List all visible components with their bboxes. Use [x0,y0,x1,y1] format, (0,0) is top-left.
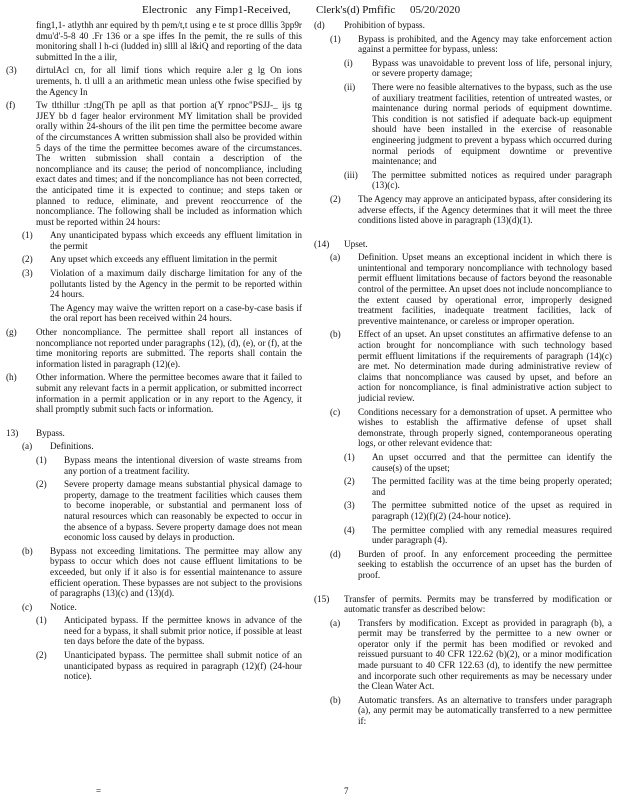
paragraph-number: (iii) [344,169,358,180]
paragraph-text: The Agency may waive the written report on a case-by-case basis if the oral report has been received within 24 hours. [50,302,302,324]
paragraph-text: Upset. [344,238,368,249]
paragraph [6,303,302,324]
paragraph [6,268,302,300]
paragraph-number: (ii) [344,81,356,92]
paragraph-text: Anticipated bypass. If the permittee knows in advance of the need for a bypass, it shall submit prior notice, if possible at least ten days before the date of the bypass. [64,615,302,647]
paragraph-text: Any upset which exceeds any effluent limitation in the permit [50,254,278,265]
paragraph-text: Other noncompliance. The permittee shall report all instances of noncompliance not reported under paragraphs (12), (d), (e), or (f), at the time monitoring reports are submitted. The reports shall contain the information listed in paragraph (12)(e). [36,327,302,369]
paragraph-number: (15) [314,593,330,604]
paragraph-text: Transfer of permits. Permits may be transferred by modification or automatic transfer as described below: [344,593,612,615]
paragraph-text: The Agency may approve an anticipated bypass, after considering its adverse effects, if the Agency determines that it will meet the three conditions listed above in paragraph (13)(d)(1). [358,193,612,226]
paragraph [6,65,302,97]
paragraph-number: (f) [6,100,16,111]
paragraph-text: Transfers by modification. Except as provided in paragraph (b), a permit may be transferred by the permittee to a new owner or operator only if the permit has been modified or revoked and reissued pursuant to 40 CFR 122.62 (b)(2), or a minor modification made pursuant to 40 CFR 122.63 (d), to identify the new permittee and incorporate such other requirements as may be necessary under the Clean Water Act. [358,617,612,692]
footer-left-mark: = [96,786,102,796]
paragraph-number: (b) [22,545,33,556]
paragraph-text: Severe property damage means substantial physical damage to property, damage to the treatment facilities which causes them to become inoperable, or substantial and permanent loss of natural resources which can reasonably be expected to occur in the absence of a bypass. Severe property damage does not mean economic loss caused by delays in production. [64,479,302,543]
paragraph-text: The permitted facility was at the time being properly operated; and [372,476,612,497]
paragraph-text: Prohibition of bypass. [344,20,425,30]
paragraph [6,372,302,414]
paragraph [6,254,302,265]
paragraph-text: Tw tlthillur :tJng(Th pe apll as that portion a(Y rpnoc"PSJJ-_ ijs tg JJEY bb d fager healor ervironment MY limitation shall be provided orally within 24-shours of the ilit pen time the permittee become aware of the circumstances A written submission shall also be provided within 5 days of the time the permittee becomes aware of the circumstances. The written submission shall contain a description of the noncompliance and its cause; the period of noncompliance, including exact dates and times; and if the noncompliance has not been corrected, the anticipated time it is expected to continue; and steps taken or planned to reduce, eliminate, and prevent reoccurrence of the noncompliance. The following shall be included as information which must be reported within 24 hours: [36,100,302,227]
paragraph [314,34,612,55]
paragraph-text: The permittee submitted notice of the upset as required in paragraph (12)(f)(2) (24-hour notice). [372,500,612,521]
paragraph [6,479,302,543]
paragraph [314,452,612,473]
paragraph-text: dirtulAcl cn, for all limif tions which require a.ler g lg On ions urements, h. tl ulll a an arithmetic mean unless othe fwise specified by the Agency In [36,65,302,97]
paragraph [314,194,612,226]
paragraph-number: (2) [330,193,341,204]
paragraph [6,650,302,682]
paragraph [314,525,612,546]
paragraph [6,327,302,369]
paragraph-text: Burden of proof. In any enforcement proceeding the permittee seeking to establish the occurrence of an upset has the burden of proof. [358,548,612,580]
paragraph-number: (g) [6,327,17,338]
paragraph-text: Any unanticipated bypass which exceeds any effluent limitation in the permit [50,230,302,251]
paragraph-number: (b) [330,329,341,340]
paragraph-text: There were no feasible alternatives to the bypass, such as the use of auxiliary treatment facilities, retention of untreated wastes, or maintenance during normal periods of equipment downtime. This condition is not satisfied if adequate back-up equipment should have been installed in the exercise of reasonable engineering judgment to prevent a bypass which occurred during normal periods of equipment downtime or preventive maintenance; and [372,81,612,167]
paragraph-number: (1) [344,451,355,462]
right-column [314,20,612,730]
paragraph-text: Bypass means the intentional diversion of waste streams from any portion of a treatment facility. [64,454,302,476]
paragraph-text: Definition. Upset means an exceptional incident in which there is unintentional and temporary noncompliance with technology based permit effluent limitations because of factors beyond the reasonable control of the permittee. An upset does not include noncompliance to the extent caused by operational error, improperly designed treatment facilities, inadequate treatment facilities, lack of preventive maintenance, or careless or improper operation. [358,252,612,326]
paragraph [314,500,612,521]
paragraph-text: The permittee submitted notices as required under paragraph (13)(c). [372,169,612,191]
paragraph [314,407,612,449]
paragraph-number: (3) [6,65,17,76]
paragraph-number: (a) [22,441,33,452]
paragraph [6,20,302,62]
paragraph-text: Bypass not exceeding limitations. The permittee may allow any bypass to occur which does not cause effluent limitations to be exceeded, but only if it also is for essential maintenance to assure efficient operation. These bypasses are not subject to the provisions of paragraphs (13)(c) and (13)(d). [50,545,302,599]
section-gap [6,418,302,428]
paragraph-text: Bypass was unavoidable to prevent loss of life, personal injury, or severe property damage; [372,57,612,79]
paragraph-number: (h) [6,372,17,383]
paragraph-number: (2) [36,479,47,490]
paragraph [314,476,612,497]
left-column [6,20,302,685]
paragraph-text: Automatic transfers. As an alternative to transfers under paragraph (a), any permit may be automatically transferred to a new permittee if: [358,694,612,727]
paragraph-number: (2) [36,650,47,661]
paragraph-number: (b) [330,694,341,705]
paragraph-number: (1) [36,454,47,465]
paragraph-text: Effect of an upset. An upset constitutes an affirmative defense to an action brought for noncompliance with such technology based permit effluent limitations if the requirements of paragraph (14)(c) are met. No determination made during administrative review of claims that noncompliance was caused by upset, and before an action for noncompliance, is final administrative action subject to judicial review. [358,329,612,403]
paragraph-number: (d) [314,20,325,30]
paragraph [314,20,612,31]
header-date: 05/20/2020 [410,4,461,16]
paragraph [314,58,612,79]
section-gap [314,584,612,594]
header-filing-received: any Fimp1-Received, [196,4,291,16]
paragraph-number: (c) [22,601,33,612]
paragraph-number: (a) [330,252,341,263]
paragraph-text: The permittee complied with any remedial measures required under paragraph (4). [372,524,612,546]
paragraph-text: An upset occurred and that the permittee can identify the cause(s) of the upset; [372,451,612,473]
paragraph [6,100,302,227]
paragraph-text: Bypass. [36,427,65,438]
paragraph-text: Violation of a maximum daily discharge limitation for any of the pollutants listed by the Agency in the permit to be reported within 24 hours. [50,268,302,300]
paragraph [6,615,302,647]
paragraph [314,252,612,326]
paragraph [314,618,612,692]
header-electronic: Electronic [142,4,188,16]
paragraph-text: Bypass is prohibited, and the Agency may take enforcement action against a permittee for bypass, unless: [358,33,612,55]
paragraph-number: (4) [344,524,355,535]
paragraph-number: (1) [330,33,341,44]
paragraph-number: (3) [22,268,33,279]
paragraph-number: (d) [330,548,341,559]
paragraph [6,602,302,613]
paragraph-text: fing1,1- atlythh anr equired by th pem/t,t using e te st proce dlllis 3pp9r dmu'd'-5-8 40 .Fr 136 or a spe iffes In the pemit, the re sulls of this monitoring shall l h-ci (ludded in) sllll al l&iQ and reporting of the data submitted In the a ilir, [36,20,302,62]
footer-page-mark: 7 [344,786,349,796]
page-header [0,4,618,20]
paragraph [314,170,612,191]
paragraph-number: 13) [6,427,19,438]
paragraph [314,695,612,727]
paragraph [6,546,302,599]
paragraph-number: (3) [344,500,355,511]
paragraph [6,230,302,251]
paragraph [314,329,612,403]
paragraph-number: (14) [314,238,330,249]
paragraph [314,82,612,167]
paragraph [6,428,302,439]
paragraph [314,239,612,250]
paragraph [6,455,302,476]
paragraph [314,594,612,615]
paragraph-number: (i) [344,57,353,68]
header-clerks-office: Clerk's(d) Pmfific [316,4,396,16]
paragraph-text: Conditions necessary for a demonstration of upset. A permittee who wishes to establish the affirmative defense of upset shall demonstrate, through properly signed, contemporaneous operating logs, or other relevant evidence that: [358,406,612,449]
paragraph-number: (2) [22,254,33,265]
paragraph-text: Unanticipated bypass. The permittee shall submit notice of an unanticipated bypass as required in paragraph (12)(f) (24-hour notice). [64,650,302,682]
paragraph-number: (1) [22,230,33,241]
paragraph-number: (1) [36,615,47,626]
paragraph [6,441,302,452]
paragraph-text: Definitions. [50,441,94,452]
paragraph [314,549,612,581]
section-gap [314,229,612,239]
paragraph-number: (a) [330,617,341,628]
paragraph-text: Notice. [50,601,77,612]
paragraph-number: (c) [330,406,341,417]
paragraph-text: Other information. Where the permittee becomes aware that it failed to submit any relevant facts in a permit application, or submitted incorrect information in a permit application or in any report to the Agency, it shall promptly submit such facts or information. [36,372,302,415]
paragraph-number: (2) [344,476,355,487]
